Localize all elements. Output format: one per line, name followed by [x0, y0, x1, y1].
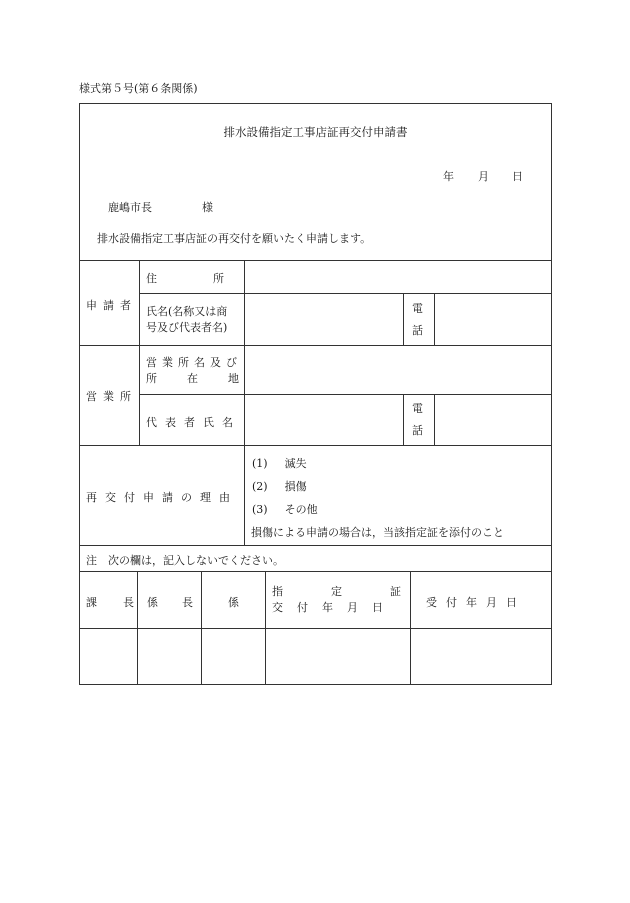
- representative-field[interactable]: [246, 396, 401, 443]
- reason-option-2-text: 損傷: [284, 480, 307, 493]
- divider: [244, 260, 245, 545]
- reason-option-2[interactable]: [252, 478, 307, 494]
- applicant-section-label: [86, 297, 137, 313]
- addressee-honorific: 様: [202, 201, 213, 214]
- reason-option-2-num: (2): [252, 480, 268, 493]
- divider: [79, 571, 552, 572]
- office-section-text: 営業所: [86, 390, 137, 403]
- applicant-section-text: 申請者: [86, 299, 137, 312]
- form-title: 排水設備指定工事店証再交付申請書: [223, 125, 408, 139]
- office-phone-field[interactable]: [436, 396, 550, 443]
- receipt-date-header: [426, 594, 526, 610]
- divider: [139, 394, 552, 395]
- divider: [79, 445, 552, 446]
- applicant-name-field[interactable]: [246, 296, 401, 343]
- applicant-phone-field[interactable]: [436, 296, 550, 343]
- applicant-phone-label: 電話: [412, 302, 423, 337]
- divider: [79, 345, 552, 346]
- office-phone-label: 電話: [412, 402, 423, 437]
- subsection-chief-header: [147, 594, 217, 610]
- office-name-location-line2: 所在地: [146, 372, 269, 385]
- address-field[interactable]: [246, 263, 550, 292]
- reason-option-3-num: (3): [252, 503, 268, 516]
- reason-label: [86, 489, 238, 505]
- divider: [79, 545, 552, 546]
- representative-label: [146, 414, 241, 430]
- applicant-name-label-line2: 号及び代表者名): [146, 321, 228, 334]
- applicant-name-label-line1: 氏名(名称又は商: [146, 305, 228, 318]
- form-number: 様式第５号(第６条関係): [79, 82, 198, 95]
- receipt-date-cell: [411, 629, 551, 684]
- divider: [434, 293, 435, 345]
- divider: [403, 293, 404, 345]
- staff-stamp-cell: [202, 629, 264, 684]
- reason-label-text: 再交付申請の理由: [86, 491, 238, 504]
- reason-note: 損傷による申請の場合は，当該指定証を添付のこと: [251, 526, 504, 539]
- date-day-label: 日: [512, 170, 523, 183]
- applicant-name-label: [146, 304, 227, 336]
- certificate-header-line2: 交付年月日: [272, 601, 397, 614]
- receipt-date-text: 受付年月日: [426, 596, 526, 609]
- reason-option-1-num: (1): [252, 457, 268, 470]
- date-year-label: 年: [443, 170, 454, 183]
- subsection-chief-text: 係長: [147, 596, 217, 609]
- section-chief-text: 課長: [86, 596, 160, 609]
- office-use-note: 注 次の欄は，記入しないでください。: [86, 554, 284, 567]
- date-month-label: 月: [478, 170, 489, 183]
- divider: [139, 293, 552, 294]
- request-sentence: 排水設備指定工事店証の再交付を願いたく申請します。: [97, 232, 372, 245]
- addressee-name: 鹿嶋市長: [108, 201, 152, 214]
- certificate-date-header: [272, 584, 449, 616]
- divider: [434, 394, 435, 445]
- reason-option-3[interactable]: [252, 501, 318, 517]
- reason-option-3-text: その他: [284, 503, 318, 516]
- office-section-label: [86, 388, 137, 404]
- office-name-location-line1: 営業所名及び: [146, 356, 242, 369]
- subsection-chief-stamp-cell: [138, 629, 200, 684]
- section-chief-stamp-cell: [80, 629, 136, 684]
- certificate-header-line1: 指定証: [272, 585, 449, 598]
- divider: [79, 260, 552, 261]
- reason-option-1[interactable]: [252, 455, 307, 471]
- certificate-date-cell: [266, 629, 409, 684]
- divider: [403, 394, 404, 445]
- staff-header: 係: [228, 596, 239, 609]
- reason-option-1-text: 滅失: [284, 457, 307, 470]
- representative-label-text: 代表者氏名: [146, 416, 241, 429]
- office-name-location-field[interactable]: [246, 347, 550, 392]
- divider: [139, 260, 140, 445]
- address-label-text: 住所: [146, 272, 280, 285]
- address-label: [146, 270, 280, 286]
